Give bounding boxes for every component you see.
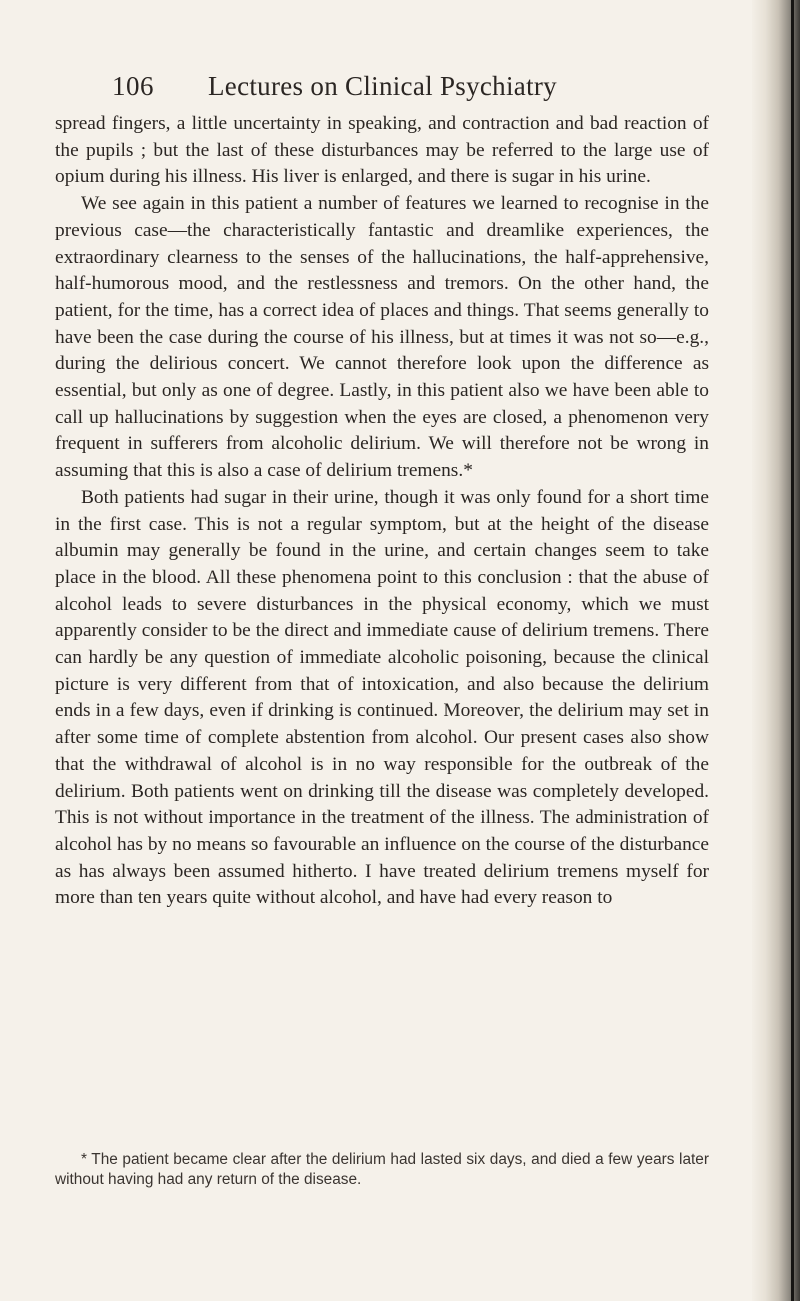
paragraph-3: Both patients had sugar in their urine, though it was only found for a short time in the first case. This is not a regular symptom, but at the height of the disease albumin may generally be found in the urine, and certain changes seem to take place in the blood. All these phenomena point to this conclusion : that the abuse of alcohol leads to severe disturbances in the physical economy, which we must apparently consider to be the direct and immediate cause of delirium tremens. There can hardly be any question of immediate alcoholic poisoning, because the clinical picture is very different from that of intoxication, and also because the delirium ends in a few days, even if drinking is continued. Moreover, the delirium may set in after some time of complete abstention from alcohol. Our present cases also show that the withdrawal of alcohol is in no way responsible for the outbreak of the delirium. Both patients went on drinking till the disease was completely developed. This is not without importance in the treatment of the illness. The administration of alcohol has by no means so favourable an influence on the course of the disturbance as has always been assumed hitherto. I have treated delirium tremens myself for more than ten years quite without alcohol, and have had every reason to [55, 486, 709, 909]
body-text [55, 111, 709, 912]
running-title: Lectures on Clinical Psychiatry [208, 71, 557, 101]
paragraph-2: We see again in this patient a number of features we learned to recognise in the previous case—the characteristically fantastic and dreamlike experiences, the extraordinary clearness to the senses of the hallucinations, the half-apprehensive, half-humorous mood, and the restlessness and tremors. On the other hand, the patient, for the time, has a correct idea of places and things. That seems generally to have been the case during the course of his illness, but at times it was not so—e.g., during the delirious concert. We cannot therefore look upon the difference as essential, but only as one of degree. Lastly, in this patient also we have been able to call up hallucinations by suggestion when the eyes are closed, a phenomenon very frequent in sufferers from alcoholic delirium. We will therefore not be wrong in assuming that this is also a case of delirium tremens.* [55, 193, 709, 482]
book-spine-edge [791, 0, 794, 1301]
page-header [112, 64, 592, 108]
footnote [55, 1150, 709, 1190]
paragraph-1: spread fingers, a little uncertainty in speaking, and contraction and bad reaction of the pupils ; but the last of these disturbances may be referred to the large use of opium during his illness. His liver is enlarged, and there is sugar in his urine. [55, 113, 709, 188]
page-number: 106 [112, 71, 154, 101]
footnote-text: * The patient became clear after the delirium had lasted six days, and died a few years later without having had any return of the disease. [55, 1151, 709, 1188]
